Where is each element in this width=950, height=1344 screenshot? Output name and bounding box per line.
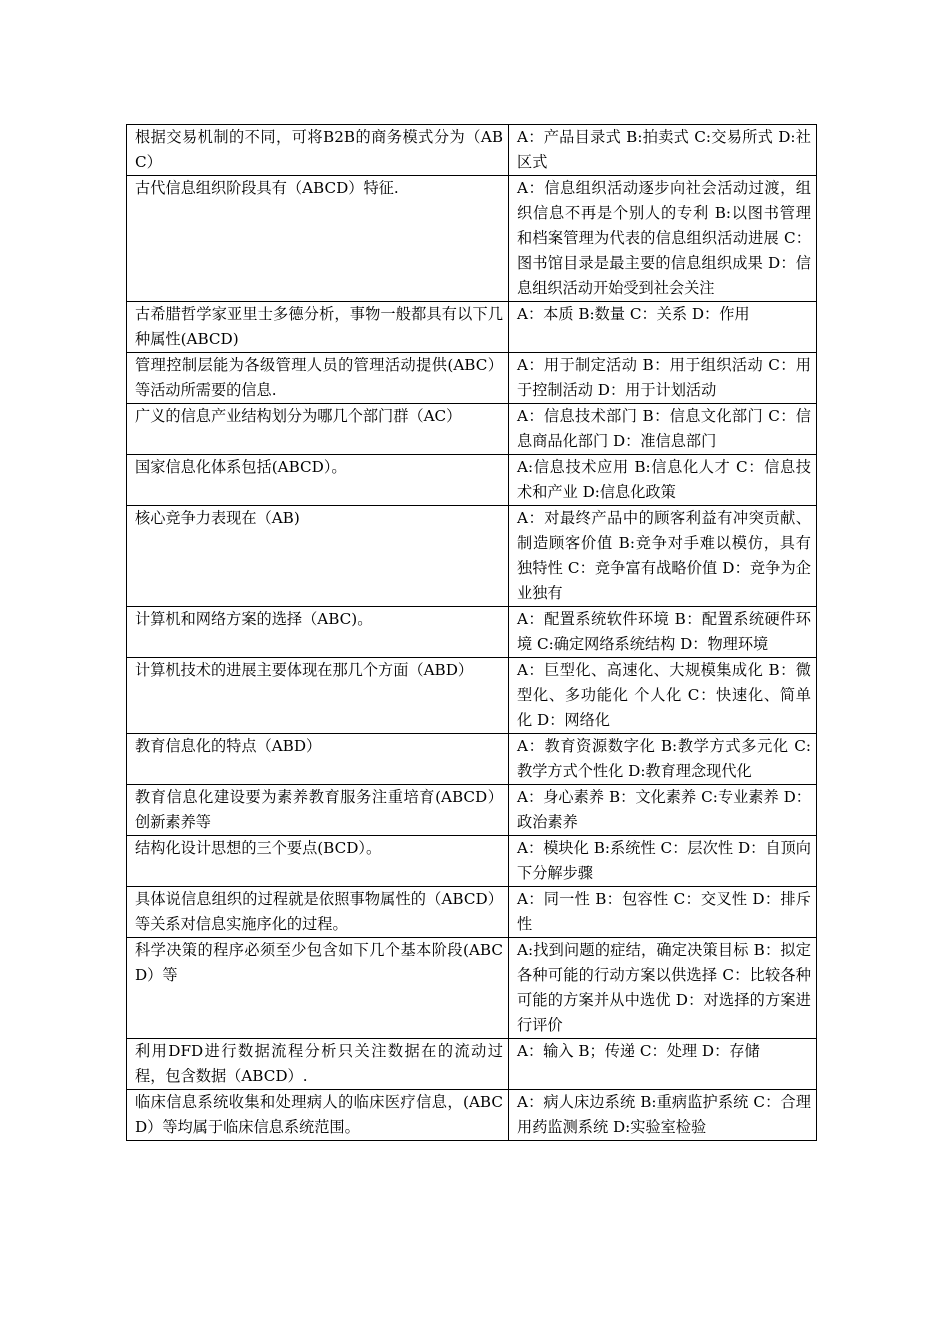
table-row	[127, 404, 817, 455]
table-row	[127, 1090, 817, 1141]
answer-cell: A：巨型化、高速化、大规模集成化 B：微型化、多功能化 个人化 C：快速化、简单化 D：网络化	[509, 658, 817, 734]
question-cell: 古代信息组织阶段具有（ABCD）特征.	[127, 176, 509, 302]
table-row	[127, 455, 817, 506]
answer-cell: A：身心素养 B：文化素养 C:专业素养 D：政治素养	[509, 785, 817, 836]
table-row	[127, 353, 817, 404]
answer-cell: A：用于制定活动 B：用于组织活动 C：用于控制活动 D：用于计划活动	[509, 353, 817, 404]
question-cell: 广义的信息产业结构划分为哪几个部门群（AC）	[127, 404, 509, 455]
question-cell: 管理控制层能为各级管理人员的管理活动提供(ABC）等活动所需要的信息.	[127, 353, 509, 404]
question-cell: 计算机和网络方案的选择（ABC)。	[127, 607, 509, 658]
table-row	[127, 506, 817, 607]
question-cell: 核心竞争力表现在（AB)	[127, 506, 509, 607]
table-row	[127, 887, 817, 938]
answer-cell: A:信息技术应用 B:信息化人才 C：信息技术和产业 D:信息化政策	[509, 455, 817, 506]
question-cell: 具体说信息组织的过程就是依照事物属性的（ABCD）等关系对信息实施序化的过程。	[127, 887, 509, 938]
answer-cell: A：产品目录式 B:拍卖式 C:交易所式 D:社区式	[509, 125, 817, 176]
table-row	[127, 125, 817, 176]
question-cell: 计算机技术的进展主要体现在那几个方面（ABD）	[127, 658, 509, 734]
table-row	[127, 658, 817, 734]
answer-cell: A:找到问题的症结，确定决策目标 B：拟定各种可能的行动方案以供选择 C：比较各种可能的方案并从中选优 D：对选择的方案进行评价	[509, 938, 817, 1039]
answer-cell: A：模块化 B:系统性 C：层次性 D：自顶向下分解步骤	[509, 836, 817, 887]
table-row	[127, 836, 817, 887]
answer-cell: A：同一性 B：包容性 C：交叉性 D：排斥性	[509, 887, 817, 938]
question-cell: 古希腊哲学家亚里士多德分析，事物一般都具有以下几种属性(ABCD)	[127, 302, 509, 353]
question-cell: 教育信息化的特点（ABD）	[127, 734, 509, 785]
table-row	[127, 302, 817, 353]
question-cell: 教育信息化建设要为素养教育服务注重培育(ABCD）创新素养等	[127, 785, 509, 836]
table-row	[127, 785, 817, 836]
answer-cell: A：病人床边系统 B:重病监护系统 C：合理用药监测系统 D:实验室检验	[509, 1090, 817, 1141]
answer-cell: A：教育资源数字化 B:教学方式多元化 C:教学方式个性化 D:教育理念现代化	[509, 734, 817, 785]
answer-cell: A：输入 B；传递 C：处理 D：存储	[509, 1039, 817, 1090]
question-cell: 国家信息化体系包括(ABCD）。	[127, 455, 509, 506]
table-row	[127, 176, 817, 302]
answer-cell: A：信息技术部门 B：信息文化部门 C：信息商品化部门 D：准信息部门	[509, 404, 817, 455]
answer-cell: A：信息组织活动逐步向社会活动过渡，组织信息不再是个别人的专利 B:以图书管理和档案管理为代表的信息组织活动进展 C：图书馆目录是最主要的信息组织成果 D：信息组织活动开始受到社会关注	[509, 176, 817, 302]
question-cell: 利用DFD进行数据流程分析只关注数据在的流动过程，包含数据（ABCD）.	[127, 1039, 509, 1090]
table-row	[127, 938, 817, 1039]
question-cell: 结构化设计思想的三个要点(BCD）。	[127, 836, 509, 887]
question-cell: 根据交易机制的不同，可将B2B的商务模式分为（ABC）	[127, 125, 509, 176]
question-answer-table	[126, 124, 817, 1141]
answer-cell: A：配置系统软件环境 B：配置系统硬件环境 C:确定网络系统结构 D：物理环境	[509, 607, 817, 658]
table-row	[127, 1039, 817, 1090]
table-row	[127, 734, 817, 785]
table-row	[127, 607, 817, 658]
answer-cell: A：本质 B:数量 C：关系 D：作用	[509, 302, 817, 353]
question-cell: 科学决策的程序必须至少包含如下几个基本阶段(ABCD）等	[127, 938, 509, 1039]
table-body	[127, 125, 817, 1141]
answer-cell: A：对最终产品中的顾客利益有冲突贡献、制造顾客价值 B:竞争对手难以模仿，具有独特性 C：竞争富有战略价值 D：竞争为企业独有	[509, 506, 817, 607]
question-cell: 临床信息系统收集和处理病人的临床医疗信息，(ABCD）等均属于临床信息系统范围。	[127, 1090, 509, 1141]
